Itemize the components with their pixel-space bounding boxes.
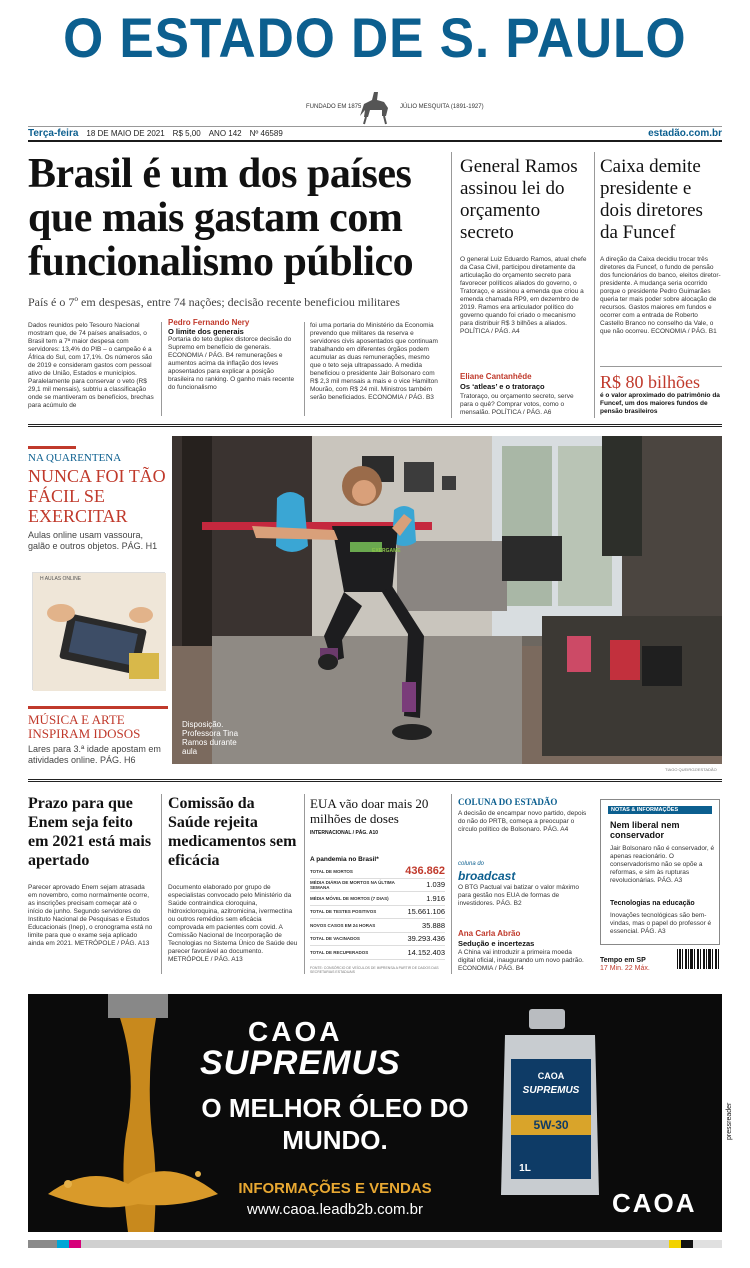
print-color-strip [28, 1240, 722, 1248]
column-body: Tratoraço, ou orçamento secreto, serve para o quê? Comprar votos, como o mensalão. POLÍTICA / PÁG. A6 [460, 393, 574, 415]
website-link[interactable]: estadão.com.br [648, 128, 722, 139]
table-row: TOTAL DE TESTES POSITIVOS 15.661.106 [310, 906, 445, 920]
lead-body-continued: foi uma portaria do Ministério da Economia prevendo que militares da reserva e servidores civis aposentados que continuam trabalhando em diferentes órgãos podem acumular as duas remunerações, mesmo que o teto seja ultrapassado. A medida beneficiou o presidente Jair Bolsonaro com R$ 2,3 mil mensais a mais e o vice Hamilton Mourão, com R$ 24 mil. Ministros também serão beneficiados. ECONOMIA / PÁG. B3 [310, 322, 438, 401]
ad-info: INFORMAÇÕES E VENDAS [238, 1180, 432, 1197]
band-separator [28, 424, 722, 427]
weekday: Terça-feira [28, 128, 79, 139]
table-row: TOTAL DE MORTOS 436.862 [310, 865, 445, 878]
column-headline[interactable]: Os ‘atleas’ e o tratoraço [460, 382, 545, 391]
notes-headline[interactable]: Tecnologias na educação [610, 900, 695, 907]
table-row: NOVOS CASOS EM 24 HORAS 35.888 [310, 919, 445, 933]
pressreader-watermark: pressreader [726, 1102, 733, 1140]
svg-text:1L: 1L [519, 1163, 531, 1174]
caixa-body: A direção da Caixa decidiu trocar três diretores da Funcef, o fundo de pensão dos funcionários do banco, eleitos diretor-presidente. A mudança seria ocorrido porque o presidente Pedro Guimarães queria ter mais poder sobre alocação de recursos. Gastos maiores em fundos e ocorrer com a entrada de Roberto Castello Branco no conselho da Vale, o que não ocorreu. ECONOMIA / PÁG. B1 [600, 256, 721, 335]
issue-date: 18 DE MAIO DE 2021 [86, 129, 165, 138]
exercise-headline[interactable]: NUNCA FOI TÃO FÁCIL SE EXERCITAR [28, 466, 166, 526]
broadcast-body: O BTG Pactual vai batizar o valor máximo para gestão nos EUA de formas de investidores. PÁG. B2 [458, 884, 580, 907]
horse-rider-emblem-icon [352, 86, 394, 128]
exercise-subheadline: Aulas online usam vassoura, galão e outros objetos. PÁG. H1 [28, 530, 158, 551]
saude-body: Documento elaborado por grupo de especialistas convocado pelo Ministério da Saúde contraindica cloroquina, hidroxicloroquina, azitromicina, ivermectina ou outros remédios sem eficácia comprovada em pacientes com covid. A Comissão Nacional de Incorporação de Tecnologias no Sistema Único de Saúde deu parecer favorável ao documento. METRÓPOLE / PÁG. A13 [168, 884, 298, 963]
main-photo [172, 436, 722, 764]
column-headline[interactable]: O limite dos generais [168, 327, 244, 336]
exercise-photo [172, 436, 722, 764]
table-row: TOTAL DE VACINADOS 39.293.436 [310, 933, 445, 947]
enem-headline[interactable]: Prazo para que Enem seja feito em 2021 está mais apertado [28, 795, 152, 869]
column-body: A China vai introduzir a primeira moeda digital oficial, inaugurando um novo padrão. ECONOMIA / PÁG. B4 [458, 949, 584, 972]
enem-body: Parecer aprovado Enem sejam atrasada em novembro, como normalmente ocorre, as inscrições precisam começar até o início de junho. Segundo servidores do Instituto Nacional de Pesquisas e Estudos Educacionais (Inep), o cronograma está no limite para que o exame seja aplicado ainda em 2021. METRÓPOLE / PÁG. A13 [28, 884, 153, 947]
issue-number: Nº 46589 [249, 129, 283, 138]
ad-slogan: O MELHOR ÓLEO DO MUNDO. [201, 1093, 469, 1155]
ad-url[interactable]: www.caoa.leadb2b.com.br [247, 1201, 423, 1218]
columnist-name: Eliane Cantanhêde [460, 372, 532, 381]
pandemic-table [310, 856, 445, 960]
section-divider [451, 152, 452, 418]
column-divider [304, 322, 305, 416]
highlight-number: R$ 80 bilhões [600, 372, 701, 392]
divider [600, 366, 722, 367]
column-headline[interactable]: Sedução e incertezas [458, 939, 535, 948]
ad-product: SUPREMUS [200, 1044, 401, 1082]
saude-headline[interactable]: Comissão da Saúde rejeita medicamentos sem eficácia [168, 795, 297, 869]
weather-value: 17 Min. 22 Máx. [600, 965, 650, 972]
table-row: TOTAL DE RECUPERADOS 14.152.403 [310, 946, 445, 960]
section-divider [594, 152, 595, 418]
oil-jug-icon [495, 1005, 605, 1200]
weather-label: Tempo em SP [600, 957, 646, 964]
issue-year: ANO 142 [208, 129, 242, 138]
music-headline[interactable]: MÚSICA E ARTE INSPIRAM IDOSOS [28, 706, 168, 741]
table-title: A pandemia no Brasil* [310, 856, 379, 863]
broadcast-label: coluna do [458, 861, 485, 867]
svg-text:CAOA: CAOA [537, 1071, 565, 1081]
highlight-caption: é o valor aproximado do patrimônio da Funcef, um dos maiores fundos de pensão brasileiros [600, 392, 720, 415]
founder-note: JÚLIO MESQUITA (1891-1927) [400, 104, 484, 110]
music-subheadline: Lares para 3.ª idade apostam em atividades online. PÁG. H6 [28, 744, 161, 765]
ramos-headline[interactable]: General Ramos assinou lei do orçamento secreto [460, 156, 578, 243]
founded-note: FUNDADO EM 1875 [306, 104, 362, 110]
column-divider [161, 322, 162, 416]
notes-body: Jair Bolsonaro não é conservador, é apenas reacionário. O conservadorismo não se opõe a reformas, e sim às rupturas revolucionárias. PÁG. A3 [610, 845, 715, 884]
lead-column-2 [168, 318, 298, 327]
eua-headline[interactable]: EUA vão doar mais 20 milhões de doses [310, 796, 429, 826]
columnist-name: Ana Carla Abrão [458, 929, 521, 938]
column-body: Portaria do teto duplex distorce decisão do Supremo em benefício de generais. ECONOMIA / PÁG. B4 remunerações e aumentos acima da inflação dos leves aposentados para explicar a posição brasileira no ranking. O ganho mais recente do funcionalismo [168, 336, 295, 391]
newspaper-title: O ESTADO DE S. PAULO [63, 6, 687, 69]
table-source: FONTE: CONSÓRCIO DE VEÍCULOS DE IMPRENSA A PARTIR DE DADOS DAS SECRETARIAS ESTADUAIS [310, 966, 439, 974]
column-divider [161, 794, 162, 974]
column-body: A decisão de encampar novo partido, depois do não do PRTB, começa a preocupar o círculo político de Bolsonaro. PÁG. A4 [458, 810, 587, 833]
lead-headline[interactable]: Brasil é um dos países que mais gastam com funcionalismo público [28, 151, 414, 285]
section-kicker: NA QUARENTENA [28, 446, 76, 464]
lead-subheadline: País é o 7º em despesas, entre 74 nações; decisão recente beneficiou militares [28, 295, 400, 309]
ad-logo: CAOA [612, 1188, 697, 1218]
notes-title: NOTAS & INFORMAÇÕES [608, 806, 712, 814]
shirt-logo: EXERGAME [372, 548, 401, 554]
dateline-bar [28, 126, 722, 142]
caixa-headline[interactable]: Caixa demite presidente e dois diretores da Funcef [600, 156, 703, 243]
photo-credit: TIAGO QUEIROZ/ESTADÃO [665, 767, 717, 772]
column-divider [451, 794, 452, 974]
column-kicker: COLUNA DO ESTADÃO [458, 797, 558, 807]
laptop-illustration-icon [33, 573, 166, 691]
eua-source: INTERNACIONAL / PÁG. A10 [310, 830, 379, 836]
table-row: MÉDIA MÓVEL DE MORTOS (7 DIAS) 1.916 [310, 892, 445, 906]
notes-body: Inovações tecnológicas são bem-vindas, mas o papel do professor é essencial. PÁG. A3 [610, 912, 712, 935]
ad-brand: CAOA [248, 1016, 343, 1047]
ramos-body: O general Luiz Eduardo Ramos, atual chefe da Casa Civil, participou diretamente da articulação do orçamento secreto para favorecer políticos aliados do governo, o Tratoraço, e assinou a emenda que criou a emenda chamada RP9, em dezembro de 2019. Ramos era articulador político do governo quando foi criado o mecanismo para distribuir R$ 3 bilhões a aliados. POLÍTICA / PÁG. A4 [460, 256, 587, 335]
svg-text:SUPREMUS: SUPREMUS [522, 1085, 580, 1096]
barcode-icon [676, 948, 720, 974]
broadcast-logo: broadcast [458, 869, 516, 883]
column-divider [304, 794, 305, 974]
band-separator [28, 779, 722, 782]
lead-body: Dados reunidos pelo Tesouro Nacional mostram que, de 74 países analisados, o Brasil tem a 7ª maior despesa com servidores: 13,4% do PIB – o campeão é a África do Sul, com 17,1%. Os números são de 2019 e consideram gastos com pessoal ativo de União, Estados e municípios. Paralelamente para conservar o veto (R$ 29,1 mil mensais), subtriu a classificação onde se mantiveram os benefícios, brechas para acúmulo de [28, 322, 154, 409]
table-row: MÉDIA DIÁRIA DE MORTOS NA ÚLTIMA SEMANA 1.039 [310, 879, 445, 893]
columnist-name: Pedro Fernando Nery [168, 318, 250, 327]
masthead [0, 6, 750, 69]
issue-price: R$ 5,00 [172, 129, 201, 138]
photo-caption: Disposição. Professora Tina Ramos durante aula [182, 720, 239, 756]
inset-photo [32, 572, 165, 690]
inset-caption: H AULAS ONLINE [40, 576, 82, 582]
notes-headline[interactable]: Nem liberal nem conservador [610, 820, 680, 840]
svg-text:5W-30: 5W-30 [533, 1118, 569, 1132]
